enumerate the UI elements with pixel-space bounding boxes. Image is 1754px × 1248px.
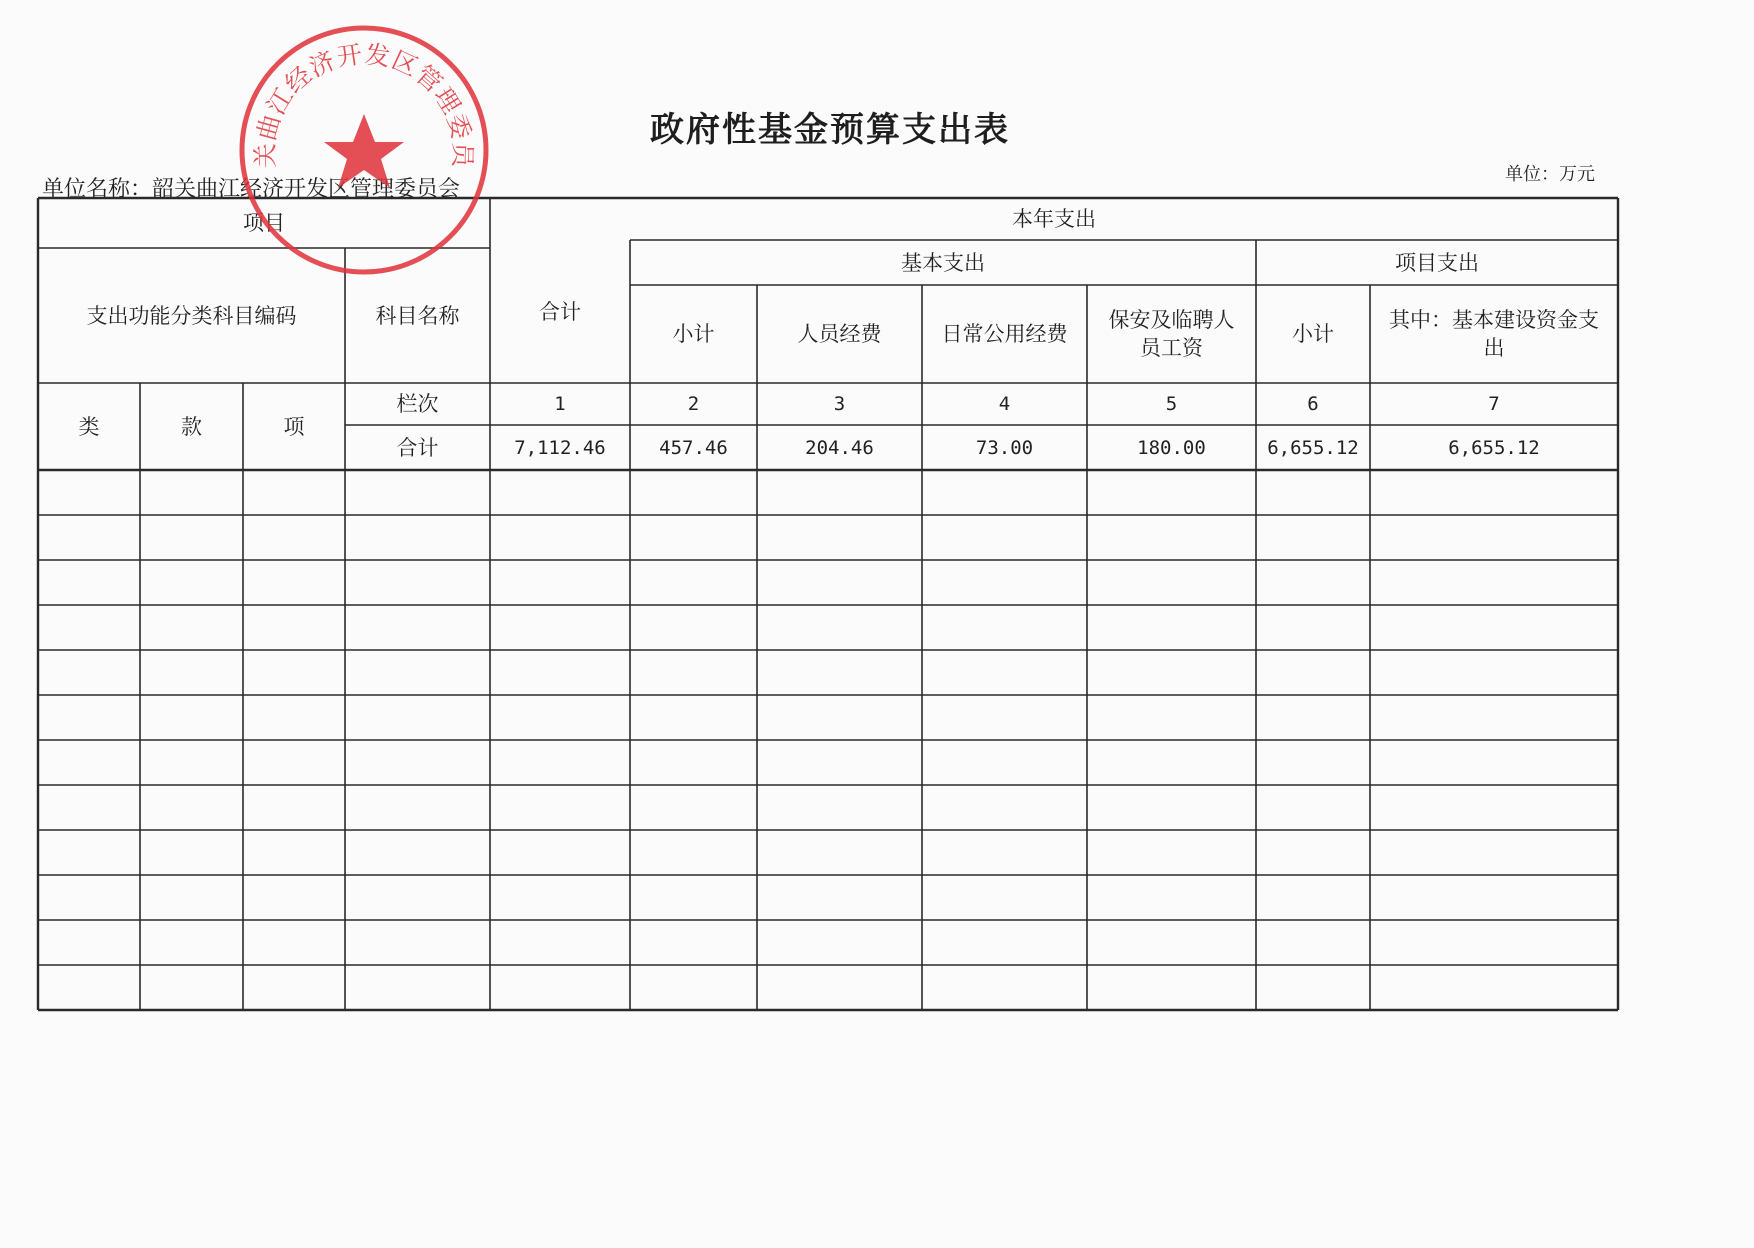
column-number: 4 [998,393,1011,415]
column-number: 2 [687,393,700,415]
row-lanci-label: 栏次 [396,392,439,416]
total-baoan: 180.00 [1137,436,1206,459]
header-heji: 合计 [539,299,581,324]
unit-label: 单位：万元 [1505,164,1595,185]
header-bianma: 支出功能分类科目编码 [86,303,297,328]
header-benian-zhichu: 本年支出 [1012,207,1096,231]
header-lei: 类 [78,414,100,439]
unit-name: 单位名称：韶关曲江经济开发区管理委员会 [42,177,461,202]
header-jiben-zhichu: 基本支出 [901,250,985,275]
seal-text: 关曲江经济开发区管理委员 [250,39,478,169]
header-xiangmu: 项目 [243,211,285,235]
header-xiangmu-zhichu: 项目支出 [1395,250,1479,275]
page-title: 政府性基金预算支出表 [650,110,1010,150]
official-seal [236,22,492,278]
total-xiangmu-xiaoji: 6,655.12 [1267,436,1359,459]
total-richang: 73.00 [975,436,1034,459]
total-jiben-xiaoji: 457.46 [659,436,728,459]
header-renyuan-jingfei: 人员经费 [797,322,882,346]
header-baoan-linpin: 保安及临聘人员工资 [1108,308,1235,360]
header-richang-gongyong: 日常公用经费 [941,322,1068,346]
header-xiaoji-xiangmu: 小计 [1292,322,1334,346]
header-xiaoji-jiben: 小计 [672,322,715,346]
column-number: 7 [1488,393,1500,415]
seal-stamp-icon [236,22,492,278]
row-total-label: 合计 [396,435,439,460]
column-number: 1 [554,393,566,415]
total-heji: 7,112.46 [514,436,606,459]
column-number: 3 [833,393,846,415]
header-kemu-mingcheng: 科目名称 [375,303,460,328]
total-renyuan: 204.46 [805,436,874,459]
total-jiben-jianshe: 6,655.12 [1448,436,1540,459]
column-number: 6 [1307,393,1319,415]
header-kuan: 款 [181,414,202,439]
header-xiang: 项 [283,414,305,439]
header-jiben-jianshe: 其中：基本建设资金支出 [1389,308,1599,360]
column-number: 5 [1165,393,1178,415]
